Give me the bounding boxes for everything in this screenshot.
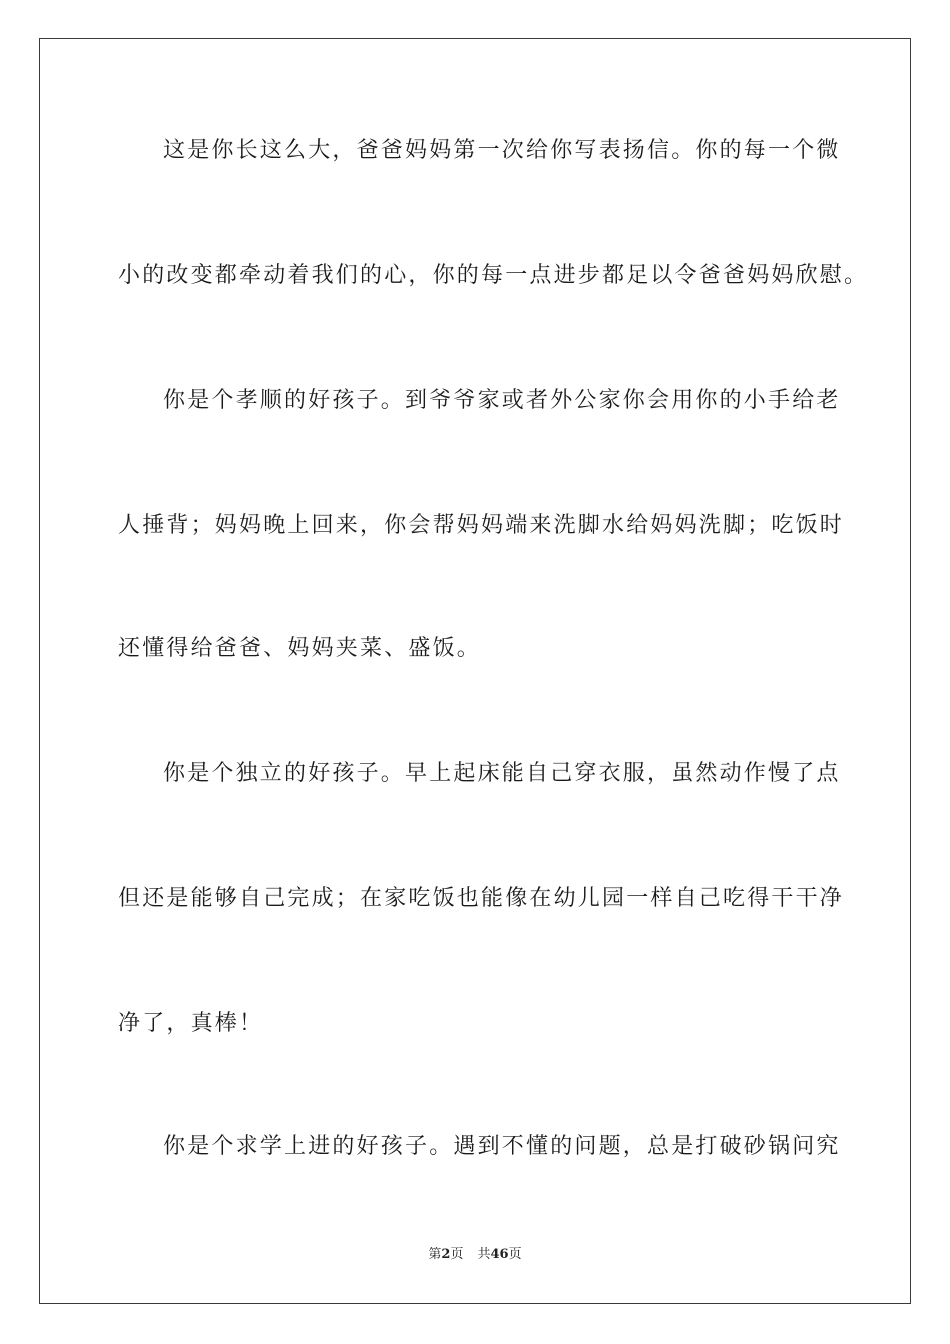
page-suffix: 页 — [450, 1247, 464, 1262]
paragraph-1-line-2: 小的改变都牵动着我们的心，你的每一点进步都足以令爸爸妈妈欣慰。 — [118, 263, 869, 288]
page-prefix: 第 — [428, 1247, 442, 1262]
total-pages: 46 — [490, 1247, 509, 1262]
paragraph-3-line-1: 你是个独立的好孩子。早上起床能自己穿衣服，虽然动作慢了点 — [163, 761, 841, 786]
paragraph-1-line-1: 这是你长这么大，爸爸妈妈第一次给你写表扬信。你的每一个微 — [163, 138, 841, 163]
paragraph-3-line-2: 但还是能够自己完成；在家吃饭也能像在幼儿园一样自己吃得干干净 — [118, 886, 845, 911]
page-footer — [0, 1246, 950, 1264]
paragraph-2-line-2: 人捶背；妈妈晚上回来，你会帮妈妈端来洗脚水给妈妈洗脚；吃饭时 — [118, 513, 845, 538]
paragraph-3-line-3: 净了，真棒！ — [118, 1011, 264, 1036]
page-number: 2 — [441, 1247, 451, 1262]
total-prefix: 共 — [477, 1247, 491, 1262]
paragraph-2-line-1: 你是个孝顺的好孩子。到爷爷家或者外公家你会用你的小手给老 — [163, 388, 841, 413]
total-suffix: 页 — [508, 1247, 522, 1262]
paragraph-4-line-1: 你是个求学上进的好孩子。遇到不懂的问题，总是打破砂锅问究 — [163, 1134, 841, 1159]
paragraph-2-line-3: 还懂得给爸爸、妈妈夹菜、盛饭。 — [118, 636, 482, 661]
page-border — [39, 38, 911, 1304]
